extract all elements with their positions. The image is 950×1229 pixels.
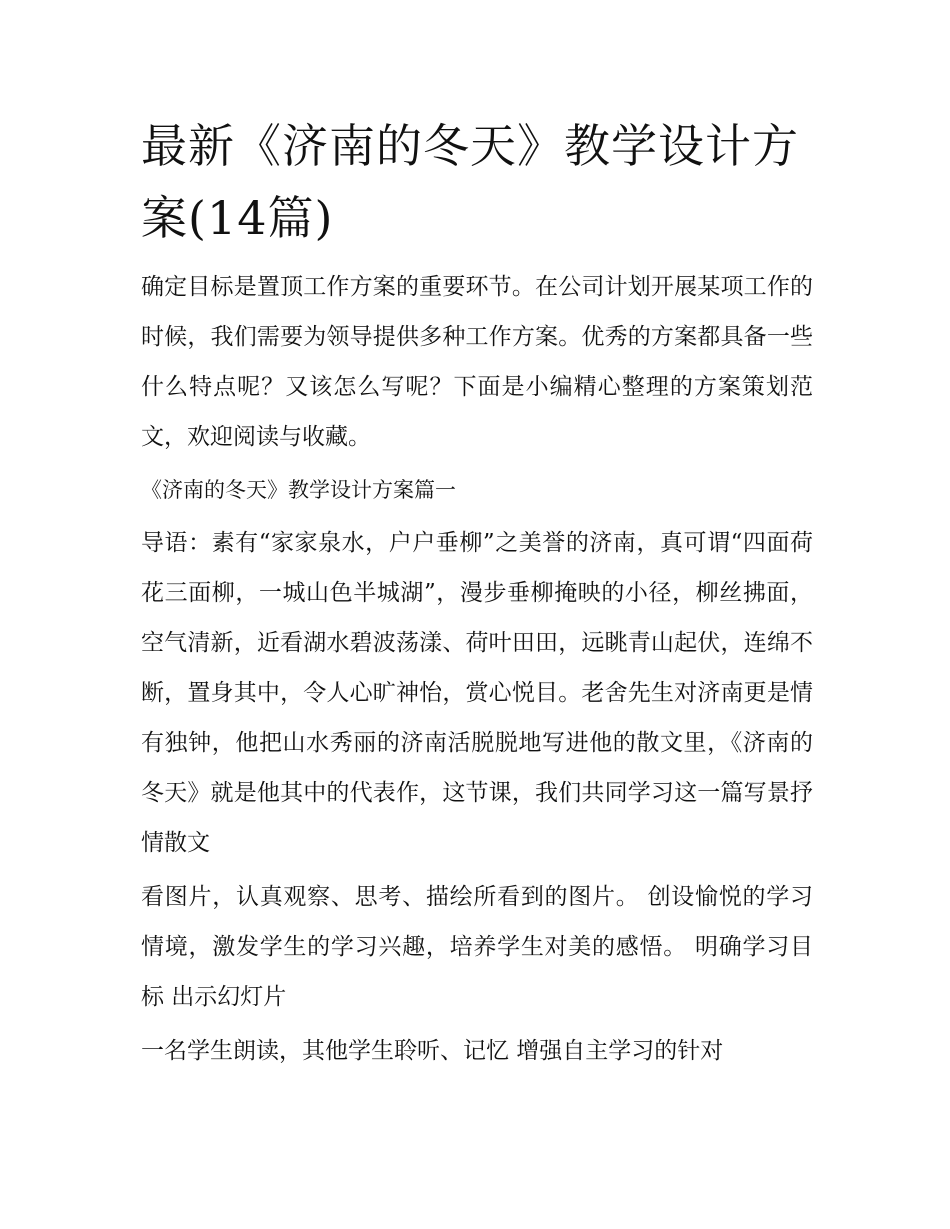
body-paragraph-1: 导语：素有“家家泉水，户户垂柳”之美誉的济南，真可谓“四面荷花三面柳，一城山色半城湖”，漫步垂柳掩映的小径，柳丝拂面，空气清新，近看湖水碧波荡漾、荷叶田田，远眺青山起伏，连绵不断，置身其中，令人心旷神怡，赏心悦目。老舍先生对济南更是情有独钟，他把山水秀丽的济南活脱脱地写进他的散文里，《济南的冬天》就是他其中的代表作，这节课，我们共同学习这一篇写景抒情散文 xyxy=(141,530,813,856)
body-paragraph-2: 看图片，认真观察、思考、描绘所看到的图片。 创设愉悦的学习情境，激发学生的学习兴趣，培养学生对美的感悟。 明确学习目标 出示幻灯片 xyxy=(141,884,813,1010)
intro-paragraph: 确定目标是置顶工作方案的重要环节。在公司计划开展某项工作的时候，我们需要为领导提供多种工作方案。优秀的方案都具备一些什么特点呢？又该怎么写呢？下面是小编精心整理的方案策划范文，欢迎阅读与收藏。 xyxy=(141,274,813,450)
section-heading: 《济南的冬天》教学设计方案篇一 xyxy=(141,478,456,502)
document-body xyxy=(141,110,813,1080)
body-paragraph-3: 一名学生朗读，其他学生聆听、记忆 增强自主学习的针对 xyxy=(141,1038,724,1064)
document-title: 最新《济南的冬天》教学设计方案(14篇) xyxy=(141,119,799,245)
